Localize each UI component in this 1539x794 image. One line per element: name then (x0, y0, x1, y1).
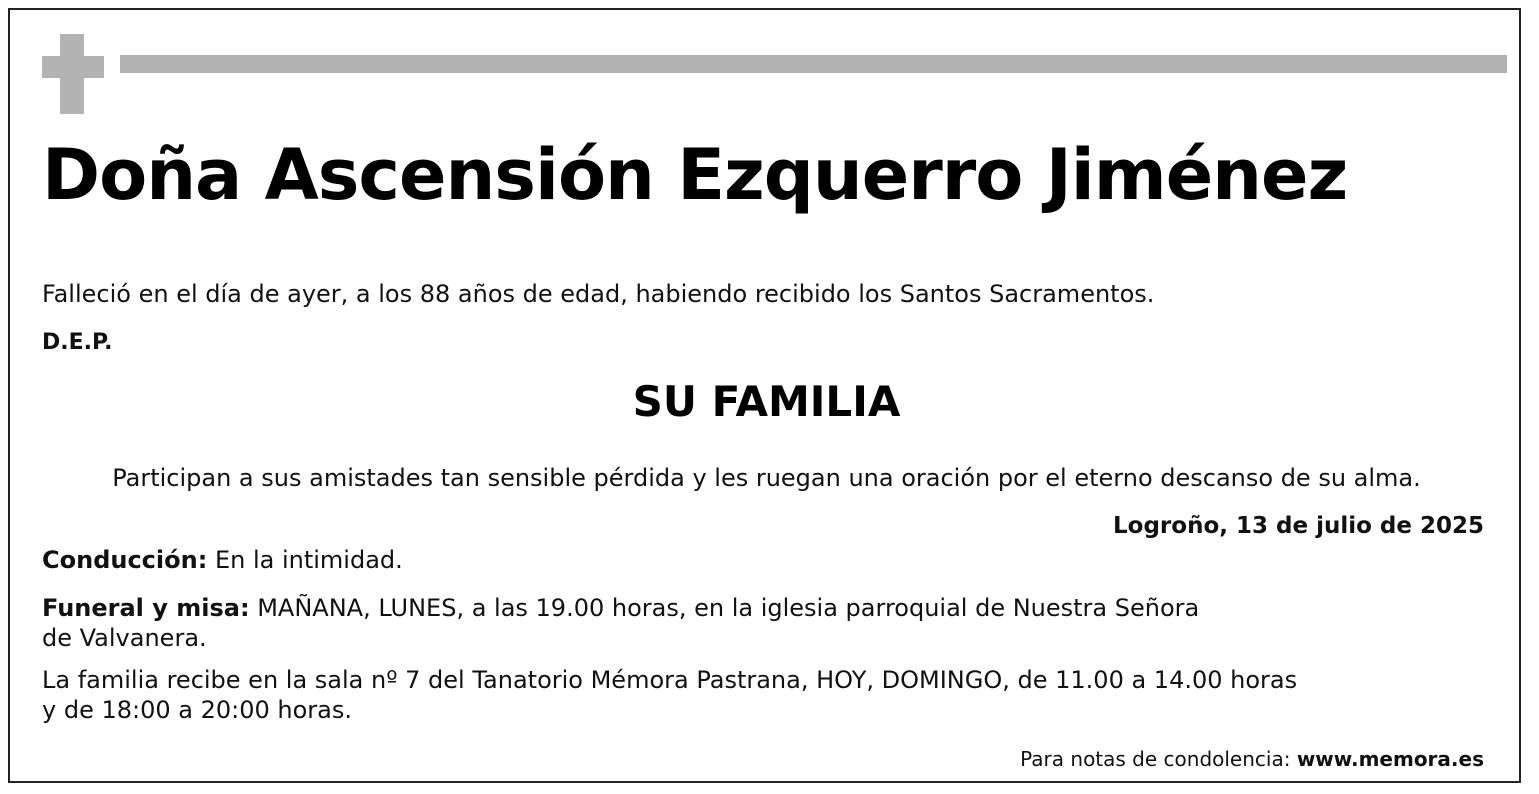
conduccion-text: En la intimidad. (214, 546, 403, 574)
death-notice-text: Falleció en el día de ayer, a los 88 años de edad, habiendo recibido los Santos Sacramentos. (42, 280, 1155, 308)
funeral-text: MAÑANA, LUNES, a las 19.00 horas, en la iglesia parroquial de Nuestra Señora (257, 594, 1200, 622)
reception-line-2: y de 18:00 a 20:00 horas. (42, 696, 352, 724)
cross-icon (42, 34, 104, 114)
funeral-line-2: de Valvanera. (42, 624, 207, 652)
conduccion-line (42, 545, 403, 575)
family-signature: SU FAMILIA (632, 377, 901, 426)
place-date: Logroño, 13 de julio de 2025 (1113, 513, 1484, 539)
funeral-label: Funeral y misa: (42, 594, 250, 622)
website-link[interactable]: www.memora.es (1296, 747, 1484, 771)
dep-text: D.E.P. (42, 330, 113, 355)
funeral-line-1 (42, 593, 1199, 623)
conduccion-label: Conducción: (42, 546, 208, 574)
reception-line-1: La familia recibe en la sala nº 7 del Tanatorio Mémora Pastrana, HOY, DOMINGO, de 11.00 a 14.00 horas (42, 666, 1298, 694)
header-rule (120, 55, 1507, 73)
family-message: Participan a sus amistades tan sensible pérdida y les ruegan una oración por el eterno descanso de su alma. (112, 464, 1421, 492)
condolence-footer (1020, 747, 1484, 771)
cross-horizontal-bar (42, 56, 104, 78)
obituary-frame (8, 8, 1521, 783)
deceased-name: Doña Ascensión Ezquerro Jiménez (42, 134, 1348, 216)
condolence-text: Para notas de condolencia: (1020, 747, 1291, 771)
